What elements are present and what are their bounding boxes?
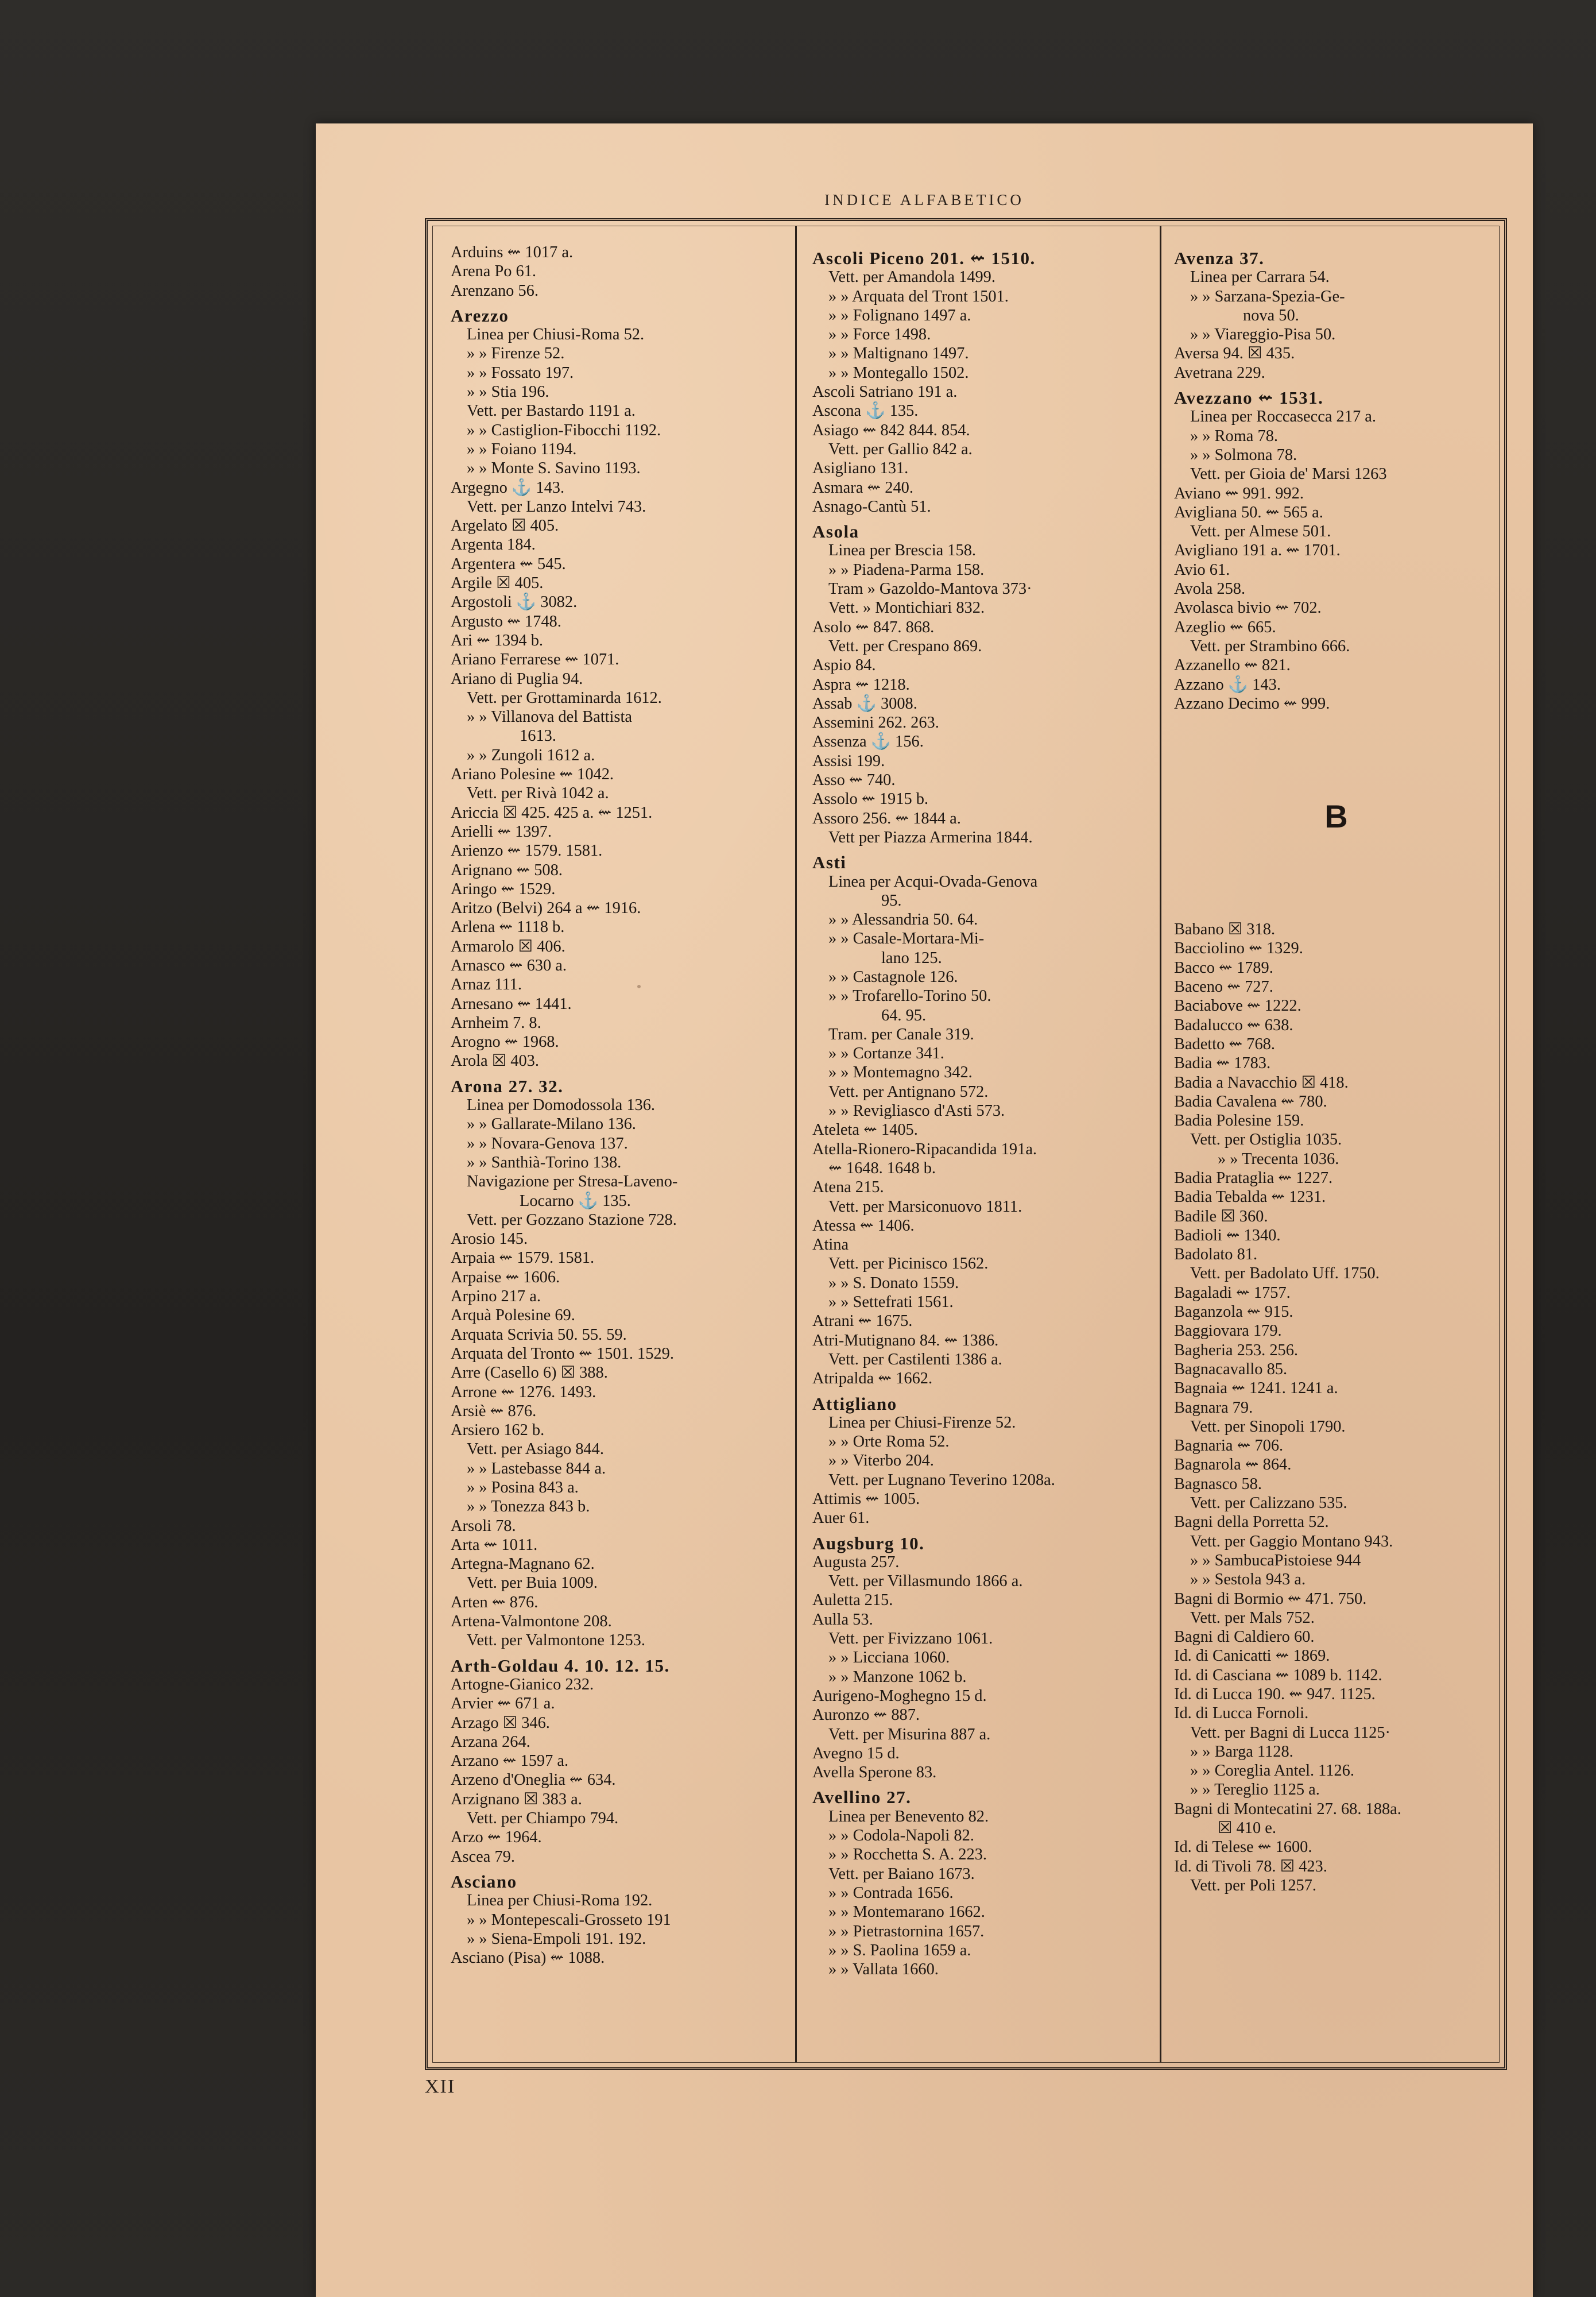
index-entry: Bagheria 253. 256. xyxy=(1174,1341,1299,1359)
index-entry: Vett. per Badolato Uff. 1750. xyxy=(1190,1264,1380,1283)
index-entry: Arzago ☒ 346. xyxy=(451,1714,550,1732)
paper-spot xyxy=(637,985,641,988)
index-entry: Bagnaria ⇜ 706. xyxy=(1174,1437,1284,1455)
index-entry: Linea per Acqui-Ovada-Genova xyxy=(828,872,1038,891)
index-entry: Locarno ⚓ 135. xyxy=(520,1192,631,1210)
index-entry: Tram » Gazoldo-Mantova 373· xyxy=(828,580,1032,598)
index-entry: nova 50. xyxy=(1243,306,1299,324)
index-entry: Vett. per Castilenti 1386 a. xyxy=(828,1350,1002,1368)
index-entry: Atrani ⇜ 1675. xyxy=(812,1312,913,1331)
index-entry: Baceno ⇜ 727. xyxy=(1174,978,1273,996)
index-entry: Auronzo ⇜ 887. xyxy=(812,1706,920,1724)
index-entry: ⇜ 1648. 1648 b. xyxy=(828,1159,936,1177)
index-entry: 64. 95. xyxy=(881,1006,927,1024)
index-entry: Assoro 256. ⇜ 1844 a. xyxy=(812,809,961,827)
index-entry: Arzignano ☒ 383 a. xyxy=(451,1790,582,1808)
index-entry: » » Tereglio 1125 a. xyxy=(1190,1781,1320,1799)
index-frame xyxy=(425,218,1507,2070)
index-entry: Assenza ⚓ 156. xyxy=(812,733,924,751)
index-entry: Argusto ⇜ 1748. xyxy=(451,612,561,631)
index-entry: Arignano ⇜ 508. xyxy=(451,861,563,879)
index-entry: Vett. per Poli 1257. xyxy=(1190,1876,1317,1894)
index-entry: Vett. per Lanzo Intelvi 743. xyxy=(467,497,646,516)
index-entry: Vett. » Montichiari 832. xyxy=(828,599,985,617)
index-entry: Arena Po 61. xyxy=(451,262,537,281)
index-entry: Vett. per Lugnano Teverino 1208a. xyxy=(828,1471,1055,1489)
index-entry: Arten ⇜ 876. xyxy=(451,1593,539,1611)
index-entry: Badia Prataglia ⇜ 1227. xyxy=(1174,1169,1333,1187)
index-entry: Vett. per Sinopoli 1790. xyxy=(1190,1417,1346,1436)
index-entry: Badia Tebalda ⇜ 1231. xyxy=(1174,1188,1326,1206)
index-entry: » » Codola-Napoli 82. xyxy=(828,1827,974,1845)
index-entry: Argelato ☒ 405. xyxy=(451,517,559,535)
index-entry: Tram. per Canale 319. xyxy=(828,1025,974,1043)
page-number: XII xyxy=(425,2076,456,2097)
index-entry: Ascea 79. xyxy=(451,1847,515,1866)
index-entry: Artegna-Magnano 62. xyxy=(451,1555,595,1573)
index-entry: Vett. per Ostiglia 1035. xyxy=(1190,1131,1342,1149)
index-entry: » » Revigliasco d'Asti 573. xyxy=(828,1102,1005,1120)
index-entry: Arosio 145. xyxy=(451,1230,528,1248)
index-entry: Avegno 15 d. xyxy=(812,1744,900,1762)
index-entry: Babano ☒ 318. xyxy=(1174,921,1276,939)
index-entry: Vett. per Antignano 572. xyxy=(828,1082,989,1101)
index-entry: Aulla 53. xyxy=(812,1610,873,1629)
index-entry: Augusta 257. xyxy=(812,1553,900,1571)
index-entry: » » Novara-Genova 137. xyxy=(467,1134,628,1153)
index-entry: Arrone ⇜ 1276. 1493. xyxy=(451,1383,596,1401)
index-entry: Argentera ⇜ 545. xyxy=(451,555,566,573)
index-entry: » » SambucaPistoiese 944 xyxy=(1190,1551,1361,1569)
index-entry: Id. di Telese ⇜ 1600. xyxy=(1174,1838,1312,1857)
index-entry: » » Casale-Mortara-Mi- xyxy=(828,930,985,948)
index-entry: Linea per Brescia 158. xyxy=(828,542,976,560)
index-entry: Avigliana 50. ⇜ 565 a. xyxy=(1174,503,1323,521)
index-entry: Avolasca bivio ⇜ 702. xyxy=(1174,599,1322,617)
column-divider xyxy=(795,226,797,2063)
index-entry: Aspio 84. xyxy=(812,656,876,675)
index-entry: » » Solmona 78. xyxy=(1190,446,1297,464)
index-entry: Arquà Polesine 69. xyxy=(451,1306,575,1325)
index-entry: » » Sestola 943 a. xyxy=(1190,1571,1306,1589)
index-entry: Vett. per Calizzano 535. xyxy=(1190,1494,1347,1513)
index-entry: » » S. Paolina 1659 a. xyxy=(828,1941,971,1959)
index-entry: Bagnara 79. xyxy=(1174,1398,1253,1417)
index-entry: Atri-Mutignano 84. ⇜ 1386. xyxy=(812,1331,999,1349)
page-header: INDICE ALFABETICO xyxy=(824,191,1024,208)
index-heading: Arth-Goldau 4. 10. 12. 15. xyxy=(451,1655,670,1676)
index-entry: » » Gallarate-Milano 136. xyxy=(467,1115,636,1134)
index-entry: Aurigeno-Moghegno 15 d. xyxy=(812,1687,987,1705)
index-entry: Arogno ⇜ 1968. xyxy=(451,1033,559,1051)
index-entry: Arnesano ⇜ 1441. xyxy=(451,995,572,1013)
index-entry: » » Trecenta 1036. xyxy=(1218,1150,1339,1168)
index-entry: » » Viterbo 204. xyxy=(828,1452,934,1470)
index-entry: Vett. per Amandola 1499. xyxy=(828,268,995,287)
index-entry: Badia Polesine 159. xyxy=(1174,1112,1304,1130)
index-entry: Vett. per Crespano 869. xyxy=(828,637,982,655)
index-entry: Vett. per Asiago 844. xyxy=(467,1440,604,1459)
index-entry: Asiago ⇜ 842 844. 854. xyxy=(812,421,970,439)
index-entry: Ari ⇜ 1394 b. xyxy=(451,631,544,649)
index-entry: Atena 215. xyxy=(812,1178,884,1197)
index-entry: Badia Cavalena ⇜ 780. xyxy=(1174,1092,1327,1111)
index-entry: Arsiè ⇜ 876. xyxy=(451,1402,537,1420)
index-entry: » » Viareggio-Pisa 50. xyxy=(1190,326,1336,344)
index-entry: Vett per Piazza Armerina 1844. xyxy=(828,828,1033,846)
index-entry: Linea per Chiusi-Roma 192. xyxy=(467,1892,653,1910)
index-entry: Atina xyxy=(812,1236,849,1254)
index-entry: Argenta 184. xyxy=(451,536,536,554)
index-entry: 95. xyxy=(881,891,902,910)
index-entry: » » Montepescali-Grosseto 191 xyxy=(467,1911,671,1929)
index-entry: » » Orte Roma 52. xyxy=(828,1433,950,1451)
index-entry: Vett. per Fivizzano 1061. xyxy=(828,1630,993,1648)
index-entry: » » Force 1498. xyxy=(828,326,931,344)
index-entry: Arzo ⇜ 1964. xyxy=(451,1828,542,1847)
index-entry: Vett. per Valmontone 1253. xyxy=(467,1631,645,1650)
index-entry: » » Maltignano 1497. xyxy=(828,345,969,363)
index-entry: Id. di Lucca 190. ⇜ 947. 1125. xyxy=(1174,1685,1376,1703)
index-entry: » » Fossato 197. xyxy=(467,364,574,382)
index-entry: Bagni di Caldiero 60. xyxy=(1174,1628,1315,1646)
index-entry: Arvier ⇜ 671 a. xyxy=(451,1695,555,1713)
index-entry: Arduins ⇜ 1017 a. xyxy=(451,243,574,261)
index-entry: Arquata Scrivia 50. 55. 59. xyxy=(451,1325,627,1344)
index-entry: » » Alessandria 50. 64. xyxy=(828,911,978,929)
index-entry: » » S. Donato 1559. xyxy=(828,1274,959,1292)
index-heading: Attigliano xyxy=(812,1393,897,1414)
index-entry: » » Trofarello-Torino 50. xyxy=(828,987,991,1006)
index-entry: Ariano di Puglia 94. xyxy=(451,670,583,688)
index-entry: Vett. per Mals 752. xyxy=(1190,1608,1315,1627)
index-entry: » » Vallata 1660. xyxy=(828,1960,939,1979)
index-entry: Arienzo ⇜ 1579. 1581. xyxy=(451,842,603,860)
index-entry: » » Lastebasse 844 a. xyxy=(467,1459,606,1478)
index-entry: Asmara ⇜ 240. xyxy=(812,478,913,497)
index-entry: » » Licciana 1060. xyxy=(828,1649,950,1667)
index-entry: Baciabove ⇜ 1222. xyxy=(1174,997,1301,1015)
index-entry: Badia ⇜ 1783. xyxy=(1174,1054,1271,1073)
index-entry: Badile ☒ 360. xyxy=(1174,1207,1268,1225)
index-entry: Avetrana 229. xyxy=(1174,364,1265,382)
index-entry: Ascoli Satriano 191 a. xyxy=(812,383,958,401)
index-entry: Id. di Lucca Fornoli. xyxy=(1174,1704,1309,1723)
index-entry: Ariccia ☒ 425. 425 a. ⇜ 1251. xyxy=(451,803,653,822)
index-entry: Arta ⇜ 1011. xyxy=(451,1536,538,1554)
index-entry: Bagnacavallo 85. xyxy=(1174,1360,1288,1378)
index-entry: Badioli ⇜ 1340. xyxy=(1174,1226,1281,1244)
index-heading: Arezzo xyxy=(451,305,509,326)
index-entry: Avella Sperone 83. xyxy=(812,1764,937,1782)
index-entry: Vett. per Chiampo 794. xyxy=(467,1809,619,1828)
index-entry: Badia a Navacchio ☒ 418. xyxy=(1174,1073,1349,1092)
index-entry: Arsiero 162 b. xyxy=(451,1421,545,1440)
index-entry: » » Manzone 1062 b. xyxy=(828,1668,967,1686)
index-entry: » » Montemarano 1662. xyxy=(828,1903,985,1921)
index-entry: Arenzano 56. xyxy=(451,281,539,300)
book-page xyxy=(316,123,1533,2297)
index-entry: Vett. per Gallio 842 a. xyxy=(828,440,973,458)
index-entry: Atessa ⇜ 1406. xyxy=(812,1216,915,1235)
index-entry: Argostoli ⚓ 3082. xyxy=(451,593,578,612)
index-entry: Ateleta ⇜ 1405. xyxy=(812,1121,918,1139)
column-divider xyxy=(1160,226,1161,2063)
index-heading: Asciano xyxy=(451,1871,517,1892)
index-entry: Bagnarola ⇜ 864. xyxy=(1174,1456,1292,1474)
index-entry: Arola ☒ 403. xyxy=(451,1052,539,1070)
index-entry: Navigazione per Stresa-Laveno- xyxy=(467,1173,678,1191)
index-entry: Avola 258. xyxy=(1174,580,1246,598)
index-entry: Vett. per Almese 501. xyxy=(1190,523,1331,541)
index-entry: » » Sarzana-Spezia-Ge- xyxy=(1190,287,1345,306)
index-entry: Armarolo ☒ 406. xyxy=(451,937,565,956)
index-entry: Vett. per Misurina 887 a. xyxy=(828,1725,991,1743)
index-entry: Arpaise ⇜ 1606. xyxy=(451,1268,560,1286)
index-entry: Badetto ⇜ 768. xyxy=(1174,1035,1275,1053)
index-entry: Baggiovara 179. xyxy=(1174,1322,1282,1340)
index-entry: Arlena ⇜ 1118 b. xyxy=(451,918,565,937)
index-column-3 xyxy=(1174,243,1498,2051)
index-entry: Arpino 217 a. xyxy=(451,1287,541,1306)
index-entry: Atripalda ⇜ 1662. xyxy=(812,1370,933,1388)
index-entry: » » Coreglia Antel. 1126. xyxy=(1190,1762,1354,1780)
index-entry: Linea per Chiusi-Firenze 52. xyxy=(828,1413,1016,1432)
index-heading: Ascoli Piceno 201. ⇜ 1510. xyxy=(812,248,1036,268)
index-entry: Avio 61. xyxy=(1174,560,1230,579)
index-entry: Avigliano 191 a. ⇜ 1701. xyxy=(1174,542,1341,560)
index-entry: Badalucco ⇜ 638. xyxy=(1174,1016,1293,1034)
index-entry: » » Villanova del Battista xyxy=(467,708,632,726)
index-entry: Ariano Ferrarese ⇜ 1071. xyxy=(451,651,619,669)
index-entry: Bagni di Bormio ⇜ 471. 750. xyxy=(1174,1590,1367,1608)
index-entry: 1613. xyxy=(520,727,556,745)
index-entry: » » Piadena-Parma 158. xyxy=(828,560,985,579)
index-entry: Badolato 81. xyxy=(1174,1246,1258,1264)
index-entry: » » Roma 78. xyxy=(1190,427,1278,445)
index-entry: » » Castiglion-Fibocchi 1192. xyxy=(467,421,661,439)
index-entry: Arzano ⇜ 1597 a. xyxy=(451,1752,569,1770)
index-heading: Arona 27. 32. xyxy=(451,1076,564,1096)
index-entry: Id. di Tivoli 78. ☒ 423. xyxy=(1174,1857,1327,1876)
index-heading: Avenza 37. xyxy=(1174,248,1265,268)
index-entry: Bagnaia ⇜ 1241. 1241 a. xyxy=(1174,1379,1338,1398)
index-entry: Azeglio ⇜ 665. xyxy=(1174,618,1276,636)
index-entry: » » Montegallo 1502. xyxy=(828,364,969,382)
index-entry: Linea per Carrara 54. xyxy=(1190,268,1330,287)
index-entry: » » Arquata del Tront 1501. xyxy=(828,287,1009,306)
index-entry: Assolo ⇜ 1915 b. xyxy=(812,790,929,809)
index-entry: » » Barga 1128. xyxy=(1190,1742,1293,1761)
index-entry: Atella-Rionero-Ripacandida 191a. xyxy=(812,1140,1037,1158)
index-entry: Vett. per Picinisco 1562. xyxy=(828,1255,989,1273)
index-entry: Asso ⇜ 740. xyxy=(812,771,896,790)
index-entry: Aritzo (Belvi) 264 a ⇜ 1916. xyxy=(451,899,641,918)
index-heading: Asola xyxy=(812,521,859,542)
index-entry: Artena-Valmontone 208. xyxy=(451,1612,612,1631)
index-entry: Ascona ⚓ 135. xyxy=(812,402,919,420)
index-entry: Vett. per Grottaminarda 1612. xyxy=(467,689,662,707)
index-entry: Vett. per Rivà 1042 a. xyxy=(467,784,609,803)
index-heading: Augsburg 10. xyxy=(812,1533,925,1553)
index-entry: Auer 61. xyxy=(812,1509,870,1528)
index-entry: Vett. per Strambino 666. xyxy=(1190,637,1350,655)
index-entry: » » Stia 196. xyxy=(467,383,549,401)
index-entry: Aversa 94. ☒ 435. xyxy=(1174,345,1295,363)
index-entry: Vett. per Bagni di Lucca 1125· xyxy=(1190,1723,1390,1742)
index-entry: » » Pietrastornina 1657. xyxy=(828,1922,985,1940)
index-entry: Arnheim 7. 8. xyxy=(451,1014,541,1032)
index-heading: Asti xyxy=(812,852,847,873)
index-entry: » » Monte S. Savino 1193. xyxy=(467,459,641,478)
index-entry: Vett. per Gaggio Montano 943. xyxy=(1190,1532,1393,1550)
index-entry: » » Folignano 1497 a. xyxy=(828,306,971,324)
index-entry: Assemini 262. 263. xyxy=(812,714,939,732)
index-entry: Bacciolino ⇜ 1329. xyxy=(1174,939,1303,958)
index-entry: Aviano ⇜ 991. 992. xyxy=(1174,484,1304,502)
index-entry: » » Santhià-Torino 138. xyxy=(467,1153,622,1171)
index-entry: Vett. per Villasmundo 1866 a. xyxy=(828,1572,1023,1591)
index-entry: » » Castagnole 126. xyxy=(828,968,958,986)
index-entry: Argegno ⚓ 143. xyxy=(451,478,565,497)
index-entry: Vett. per Baiano 1673. xyxy=(828,1865,975,1883)
index-entry: » » Montemagno 342. xyxy=(828,1064,973,1082)
index-entry: Vett. per Buia 1009. xyxy=(467,1574,598,1592)
index-entry: Artogne-Gianico 232. xyxy=(451,1675,594,1693)
index-entry: Vett. per Bastardo 1191 a. xyxy=(467,402,636,420)
index-column-2 xyxy=(812,243,1157,2051)
index-entry: » » Rocchetta S. A. 223. xyxy=(828,1846,987,1864)
index-entry: Assisi 199. xyxy=(812,752,885,770)
index-entry: Arre (Casello 6) ☒ 388. xyxy=(451,1364,608,1382)
index-entry: Argile ☒ 405. xyxy=(451,574,544,593)
index-entry: Aringo ⇜ 1529. xyxy=(451,880,556,898)
index-entry: Arielli ⇜ 1397. xyxy=(451,822,552,841)
index-entry: Attimis ⇜ 1005. xyxy=(812,1490,920,1508)
index-entry: Vett. per Gioia de' Marsi 1263 xyxy=(1190,465,1387,484)
index-entry: Auletta 215. xyxy=(812,1591,893,1610)
index-entry: Id. di Canicatti ⇜ 1869. xyxy=(1174,1647,1330,1665)
index-entry: Arzana 264. xyxy=(451,1733,530,1751)
section-letter: B xyxy=(1324,798,1348,835)
index-entry: Linea per Chiusi-Roma 52. xyxy=(467,326,645,344)
index-entry: Azzanello ⇜ 821. xyxy=(1174,656,1291,675)
index-entry: Linea per Benevento 82. xyxy=(828,1807,989,1826)
index-entry: » » Firenze 52. xyxy=(467,345,565,363)
index-entry: Bagaladi ⇜ 1757. xyxy=(1174,1283,1291,1302)
index-entry: Bacco ⇜ 1789. xyxy=(1174,958,1273,977)
index-entry: Baganzola ⇜ 915. xyxy=(1174,1303,1293,1321)
index-entry: Azzano ⚓ 143. xyxy=(1174,675,1281,694)
index-entry: lano 125. xyxy=(881,949,942,967)
index-heading: Avellino 27. xyxy=(812,1787,912,1808)
index-entry: Azzano Decimo ⇜ 999. xyxy=(1174,694,1330,713)
index-entry: Asigliano 131. xyxy=(812,459,909,478)
index-entry: » » Cortanze 341. xyxy=(828,1045,944,1063)
index-entry: Linea per Roccasecca 217 a. xyxy=(1190,408,1376,426)
index-entry: Asnago-Cantù 51. xyxy=(812,497,931,516)
index-entry: Vett. per Marsiconuovo 1811. xyxy=(828,1197,1022,1216)
index-entry: Asolo ⇜ 847. 868. xyxy=(812,618,935,636)
index-entry: » » Tonezza 843 b. xyxy=(467,1498,590,1516)
index-entry: Arnaz 111. xyxy=(451,976,522,994)
index-entry: Aspra ⇜ 1218. xyxy=(812,675,910,694)
index-entry: Bagni di Montecatini 27. 68. 188a. xyxy=(1174,1800,1401,1818)
index-entry: Arzeno d'Oneglia ⇜ 634. xyxy=(451,1771,616,1789)
index-entry: » » Zungoli 1612 a. xyxy=(467,746,595,764)
index-entry: » » Settefrati 1561. xyxy=(828,1293,954,1312)
index-entry: » » Posina 843 a. xyxy=(467,1479,579,1496)
index-entry: Arpaia ⇜ 1579. 1581. xyxy=(451,1249,595,1267)
index-entry: Vett. per Gozzano Stazione 728. xyxy=(467,1211,677,1229)
index-heading: Avezzano ⇜ 1531. xyxy=(1174,388,1324,408)
index-entry: Bagnasco 58. xyxy=(1174,1475,1262,1493)
index-entry: » » Foiano 1194. xyxy=(467,440,577,458)
index-entry: Ariano Polesine ⇜ 1042. xyxy=(451,765,614,784)
index-column-1 xyxy=(451,243,789,2051)
index-entry: Arsoli 78. xyxy=(451,1517,516,1535)
index-entry: Asciano (Pisa) ⇜ 1088. xyxy=(451,1949,605,1967)
index-entry: Bagni della Porretta 52. xyxy=(1174,1513,1329,1532)
index-entry: » » Contrada 1656. xyxy=(828,1884,954,1902)
index-entry: Assab ⚓ 3008. xyxy=(812,694,917,713)
index-entry: » » Siena-Empoli 191. 192. xyxy=(467,1929,646,1948)
index-entry: Arnasco ⇜ 630 a. xyxy=(451,956,567,975)
index-entry: ☒ 410 e. xyxy=(1218,1819,1276,1838)
index-entry: Linea per Domodossola 136. xyxy=(467,1096,656,1115)
index-entry: Id. di Casciana ⇜ 1089 b. 1142. xyxy=(1174,1666,1382,1684)
index-entry: Arquata del Tronto ⇜ 1501. 1529. xyxy=(451,1344,674,1363)
